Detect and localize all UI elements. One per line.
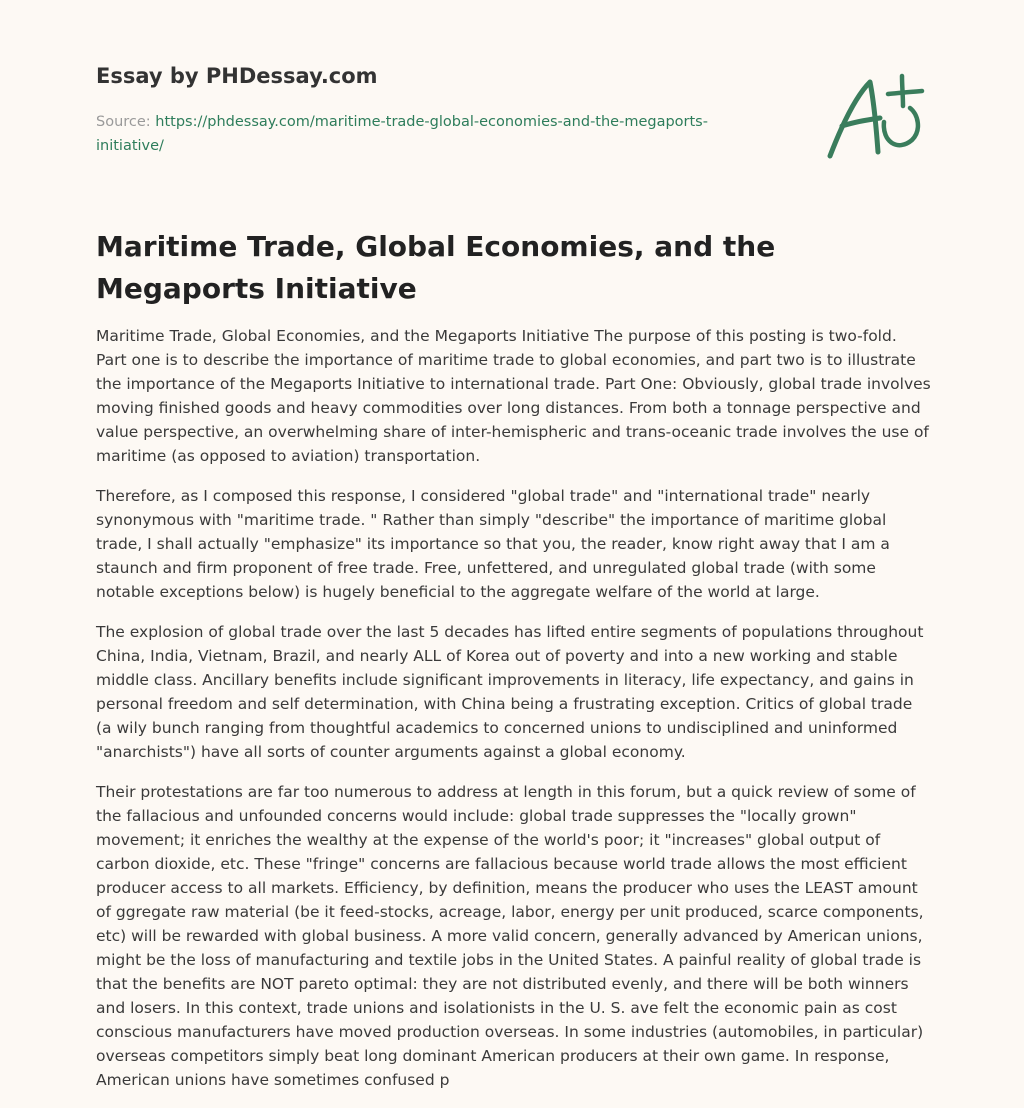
essay-paragraph: The explosion of global trade over the last 5 decades has lifted entire segments of populations throughout China, India, Vietnam, Brazil, and nearly ALL of Korea out of poverty and into a new working and stable middle class. Ancillary benefits include significant improvements in literacy, life expectancy, and gains in personal freedom and self determination, with China being a frustrating exception. Critics of global trade (a wily bunch ranging from thoughtful academics to concerned unions to undisciplined and uninformed "anarchists") have all sorts of counter arguments against a global economy.: [96, 623, 924, 761]
essay-title: Maritime Trade, Global Economies, and the Megaports Initiative: [96, 230, 776, 305]
essay-paragraph: Their protestations are far too numerous to address at length in this forum, but a quick review of some of the fallacious and unfounded concerns would include: global trade suppresses the "locally grown" movement; it enriches the wealthy at the expense of the world's poor; it "increases" global output of carbon dioxide, etc. These "fringe" concerns are fallacious because world trade allows the most efficient producer access to all markets. Efficiency, by definition, means the producer who uses the LEAST amount of ggregate raw material (be it feed-stocks, acreage, labor, energy per unit produced, scarce components, etc) will be rewarded with global business. A more valid concern, generally advanced by American unions, might be the loss of manufacturing and textile jobs in the United States. A painful reality of global trade is that the benefits are NOT pareto optimal: they are not distributed evenly, and there will be both winners and losers. In this context, trade unions and isolationists in the U. S. ave felt the economic pain as cost conscious manufacturers have moved production overseas. In some industries (automobiles, in particular) overseas competitors simply beat long dominant American producers at their own game. In response, American unions have sometimes confused p: [96, 783, 924, 1089]
source-link[interactable]: https://phdessay.com/maritime-trade-global-economies-and-the-megaports-initiative/: [96, 114, 708, 154]
a-plus-grade-icon: [818, 68, 928, 164]
source-label: Source:: [96, 114, 151, 130]
essay-paragraph: Therefore, as I composed this response, I considered "global trade" and "international trade" nearly synonymous with "maritime trade. " Rather than simply "describe" the importance of maritime global trade, I shall actually "emphasize" its importance so that you, the reader, know right away that I am a staunch and firm proponent of free trade. Free, unfettered, and unregulated global trade (with some notable exceptions below) is hugely beneficial to the aggregate welfare of the world at large.: [96, 487, 890, 601]
essay-paragraph: Maritime Trade, Global Economies, and the Megaports Initiative The purpose of this posting is two-fold. Part one is to describe the importance of maritime trade to global economies, and part two is to illustrate the importance of the Megaports Initiative to international trade. Part One: Obviously, global trade involves moving finished goods and heavy commodities over long distances. From both a tonnage perspective and value perspective, an overwhelming share of inter-hemispheric and trans-oceanic trade involves the use of maritime (as opposed to aviation) transportation.: [96, 327, 931, 465]
source-line: [96, 110, 756, 158]
site-brand: Essay by PHDessay.com: [96, 64, 378, 88]
essay-body: [96, 324, 932, 1108]
